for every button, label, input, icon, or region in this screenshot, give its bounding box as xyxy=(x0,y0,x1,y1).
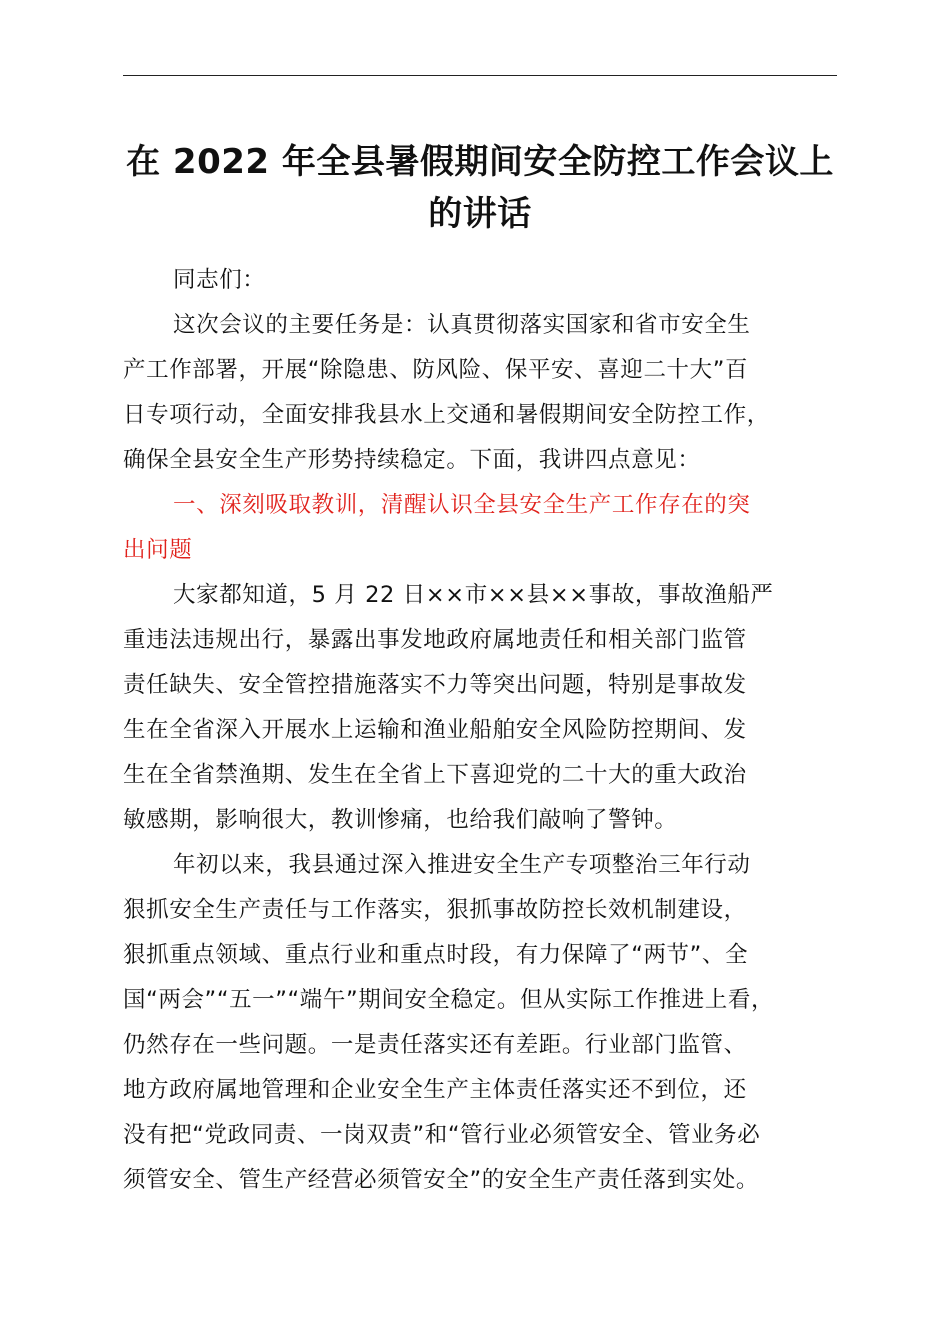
paragraph-line: 狠抓安全生产责任与工作落实，狠抓事故防控长效机制建设， xyxy=(123,897,747,923)
title-line-1: 在 2022 年全县暑假期间安全防控工作会议上 xyxy=(126,142,834,182)
paragraph-line: 狠抓重点领域、重点行业和重点时段，有力保障了“两节”、全 xyxy=(123,942,749,968)
paragraph-line: 责任缺失、安全管控措施落实不力等突出问题，特别是事故发 xyxy=(123,672,747,698)
paragraph-line: 没有把“党政同责、一岗双责”和“管行业必须管安全、管业务必 xyxy=(123,1122,761,1148)
paragraph-line: 国“两会”“五一”“端午”期间安全稳定。但从实际工作推进上看， xyxy=(123,987,775,1013)
intro-paragraph xyxy=(123,303,847,483)
paragraph-line: 这次会议的主要任务是：认真贯彻落实国家和省市安全生 xyxy=(173,312,751,338)
title-line-2: 的讲话 xyxy=(428,194,532,234)
paragraph-line: 仍然存在一些问题。一是责任落实还有差距。行业部门监管、 xyxy=(123,1032,747,1058)
paragraph-line: 日专项行动，全面安排我县水上交通和暑假期间安全防控工作， xyxy=(123,402,770,428)
progress-paragraph xyxy=(123,843,847,1203)
salutation-paragraph xyxy=(123,258,847,303)
paragraph-line: 生在全省深入开展水上运输和渔业船舶安全风险防控期间、发 xyxy=(123,717,747,743)
paragraph-line: 须管安全、管生产经营必须管安全”的安全生产责任落到实处。 xyxy=(123,1167,759,1193)
paragraph-line: 重违法违规出行，暴露出事发地政府属地责任和相关部门监管 xyxy=(123,627,747,653)
paragraph-line: 大家都知道，5 月 22 日××市××县××事故，事故渔船严 xyxy=(173,582,774,608)
paragraph-line: 敏感期，影响很大，教训惨痛，也给我们敲响了警钟。 xyxy=(123,807,678,833)
heading-line: 出问题 xyxy=(123,537,193,563)
paragraph-line: 确保全县安全生产形势持续稳定。下面，我讲四点意见： xyxy=(123,447,701,473)
document-body xyxy=(123,258,847,1203)
paragraph-line: 地方政府属地管理和企业安全生产主体责任落实还不到位，还 xyxy=(123,1077,747,1103)
heading-line: 一、深刻吸取教训，清醒认识全县安全生产工作存在的突 xyxy=(173,492,751,518)
paragraph-line: 生在全省禁渔期、发生在全省上下喜迎党的二十大的重大政治 xyxy=(123,762,747,788)
section-heading-1 xyxy=(123,483,847,573)
paragraph-line: 年初以来，我县通过深入推进安全生产专项整治三年行动 xyxy=(173,852,751,878)
document-title xyxy=(110,136,850,240)
paragraph-line: 同志们： xyxy=(173,267,266,293)
header-rule xyxy=(123,75,837,76)
paragraph-line: 产工作部署，开展“除隐患、防风险、保平安、喜迎二十大”百 xyxy=(123,357,749,383)
incident-paragraph xyxy=(123,573,847,843)
